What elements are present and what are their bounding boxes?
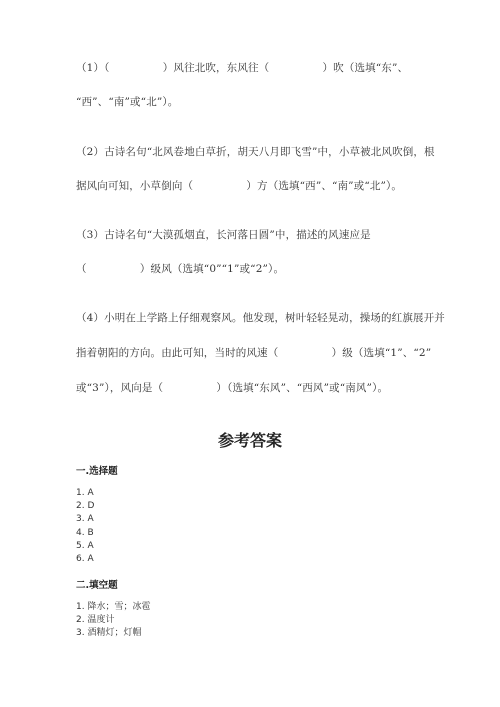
- list-item: 1. 降水；雪；冰雹: [76, 602, 151, 612]
- question-1-line-1: （1）（ ）风往北吹，东风往（ ）吹（选填“东”、: [76, 62, 409, 74]
- question-4-line-3: 或“3”），风向是（ ）（选填“东风”、“西风”或“南风”）。: [76, 382, 389, 394]
- question-1-line-2: “西”、“南”或“北”）。: [76, 96, 179, 108]
- list-item: 2. 温度计: [76, 615, 115, 626]
- list-item: 3. 酒精灯；灯帽: [76, 628, 142, 639]
- section-heading-fill: 二.填空题: [76, 580, 118, 591]
- list-item: 6. A: [76, 554, 94, 565]
- question-4-line-2: 指着朝阳的方向。由此可知，当时的风速（ ）级（选填“1”、“2”: [76, 347, 432, 359]
- question-3-line-2: （ ）级风（选填“0”“1”或“2”）。: [76, 263, 285, 275]
- choice-answer-list: [76, 487, 94, 566]
- question-3-line-1: （3）古诗名句“大漠孤烟直，长河落日圆”中，描述的风速应是: [76, 229, 371, 241]
- question-2-line-2: 据风向可知，小草倒向（ ）方（选填“西”、“南”或“北”）。: [76, 180, 403, 192]
- section-heading-choice: 一.选择题: [76, 466, 118, 477]
- fill-answer-list: [76, 601, 150, 641]
- list-item: 3. A: [76, 514, 94, 525]
- list-item: 1. A: [76, 488, 94, 498]
- list-item: 5. A: [76, 540, 94, 551]
- list-item: 2. D: [76, 501, 95, 512]
- question-2-line-1: （2）古诗名句“北风卷地白草折，胡天八月即飞雪”中，小草被北风吹倒，根: [76, 146, 435, 158]
- question-4-line-1: （4）小明在上学路上仔细观察风。他发现，树叶轻轻晃动，操场的红旗展开并: [76, 312, 445, 324]
- list-item: 4. B: [76, 527, 94, 538]
- answers-title: 参考答案: [217, 431, 282, 450]
